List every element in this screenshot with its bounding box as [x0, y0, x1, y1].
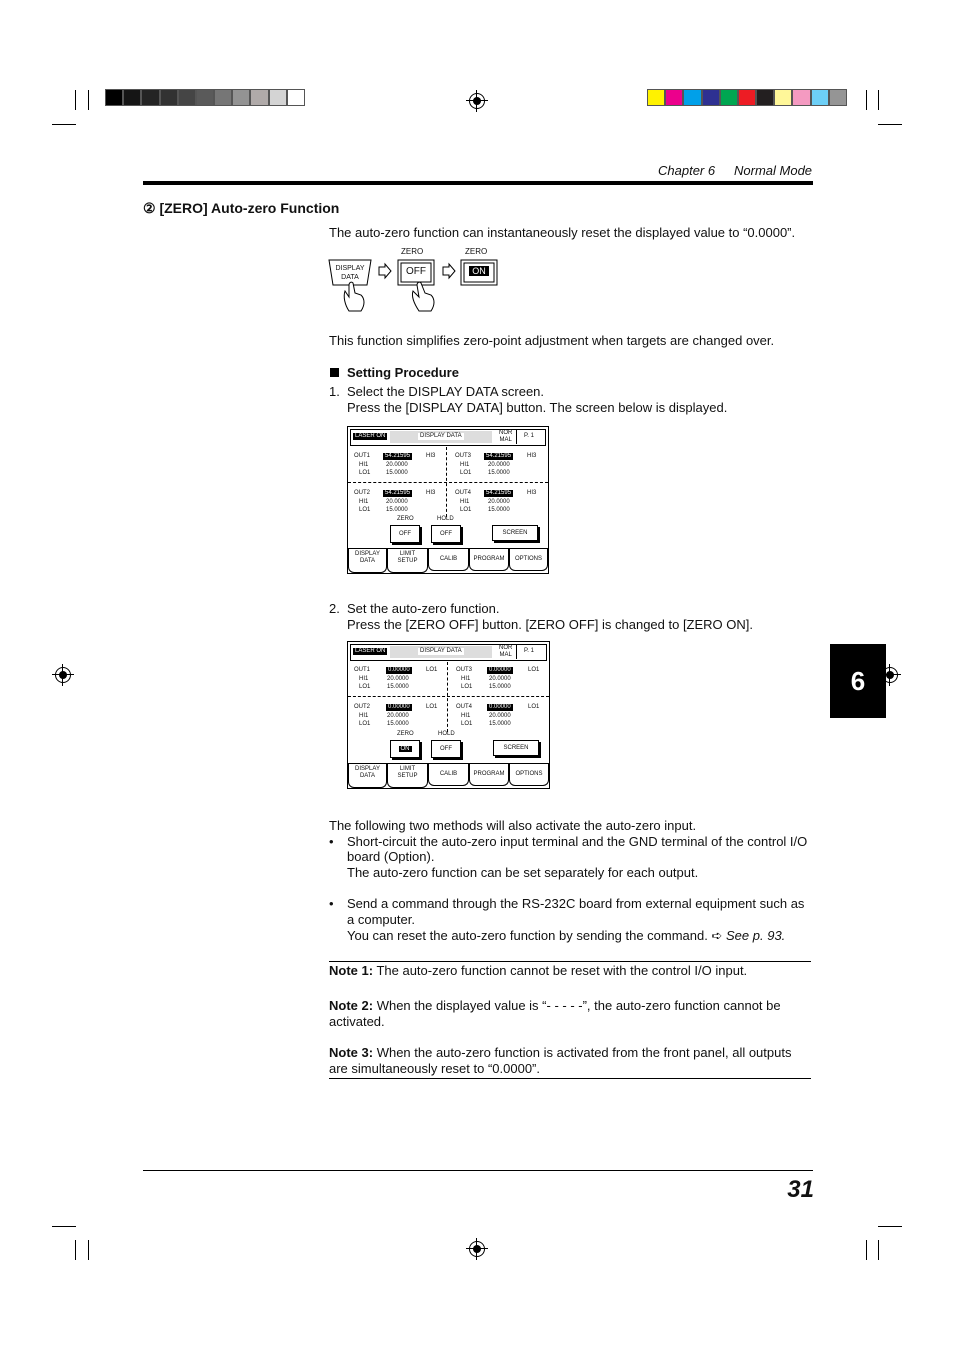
registration-mark-icon: [469, 93, 485, 109]
out2-label: OUT2: [354, 490, 371, 496]
tab-options[interactable]: OPTIONS: [509, 764, 549, 786]
out3-lo-label: LO1: [460, 470, 472, 476]
out2-lo-value: 15.0000: [387, 721, 409, 727]
tab-display-data[interactable]: DISPLAY DATA: [348, 549, 387, 573]
color-swatch: [756, 89, 774, 106]
registration-mark-icon: [469, 1241, 485, 1257]
out1-hi-label: HI1: [359, 676, 369, 682]
color-swatch: [702, 89, 720, 106]
footer-rule: [143, 1170, 813, 1171]
out4-hi-value: 20.0000: [488, 499, 510, 505]
out4-label: OUT4: [455, 490, 472, 496]
out1-value: 0.00000: [388, 667, 410, 673]
screen-button[interactable]: SCREEN: [493, 740, 539, 756]
gray-swatch: [250, 89, 268, 106]
reference-arrow-icon: ➪: [711, 928, 723, 943]
out1-label: OUT1: [354, 453, 371, 459]
out3-status: HI3: [527, 453, 537, 459]
crop-mark: [52, 1226, 76, 1227]
tab-display-data[interactable]: DISPLAY DATA: [348, 764, 387, 788]
color-swatch: [647, 89, 665, 106]
zero-on-button: ON: [469, 266, 489, 276]
screen-title: DISPLAY DATA: [420, 648, 462, 654]
page-indicator: P. 1: [524, 433, 534, 439]
method-2-line-a: Send a command through the RS-232C board from external equipment such as: [347, 896, 805, 911]
out1-lo-label: LO1: [359, 470, 371, 476]
laser-on-indicator: LASER ON: [355, 433, 386, 439]
chapter-label: Chapter 6: [658, 163, 716, 178]
screen-title: DISPLAY DATA: [420, 433, 462, 439]
out2-lo-label: LO1: [359, 507, 371, 513]
normal-indicator: NOR MAL: [499, 645, 513, 658]
gray-swatch: [178, 89, 196, 106]
note-3: [329, 1045, 811, 1077]
out1-hi-value: 20.0000: [387, 676, 409, 682]
gray-swatch: [287, 89, 305, 106]
note-1-label: Note 1:: [329, 963, 374, 978]
color-swatch: [665, 89, 683, 106]
step1-text-b: Press the [DISPLAY DATA] button. The screen below is displayed.: [347, 400, 728, 415]
step2-text-a: Set the auto-zero function.: [347, 601, 500, 616]
out3-value: 54.21595: [486, 453, 512, 459]
header-rule: [143, 181, 813, 185]
gray-swatch: [232, 89, 250, 106]
out2-lo-label: LO1: [359, 721, 371, 727]
crop-mark: [88, 1240, 89, 1260]
out2-hi-value: 20.0000: [387, 713, 409, 719]
out2-lo-value: 15.0000: [386, 507, 408, 513]
heading-title: [ZERO] Auto-zero Function: [159, 200, 340, 216]
note-2: [329, 998, 811, 1030]
gray-swatch: [123, 89, 141, 106]
hold-caption: HOLD: [438, 731, 455, 737]
zero-on-button[interactable]: ON: [390, 740, 420, 758]
heading-number: ②: [143, 200, 156, 216]
out1-lo-value: 15.0000: [386, 470, 408, 476]
crop-mark: [866, 1240, 867, 1260]
out1-lo-value: 15.0000: [387, 684, 409, 690]
out3-value: 0.00000: [489, 667, 511, 673]
page-indicator: P. 1: [524, 648, 534, 654]
out4-lo-label: LO1: [461, 721, 473, 727]
display-data-screen-before: [347, 426, 549, 574]
normal-indicator: NOR MAL: [499, 430, 513, 443]
hold-caption: HOLD: [437, 516, 454, 522]
flow-diagram: [327, 245, 507, 317]
laser-on-indicator: LASER ON: [355, 648, 386, 654]
crop-mark: [88, 90, 89, 110]
procedure-title: Setting Procedure: [347, 365, 459, 380]
out3-lo-value: 15.0000: [489, 684, 511, 690]
intro-text: The auto-zero function can instantaneously reset the displayed value to “0.0000”.: [329, 225, 796, 240]
crop-mark: [878, 124, 902, 125]
methods-intro: The following two methods will also activate the auto-zero input.: [329, 818, 697, 833]
registration-mark-icon: [55, 667, 71, 683]
out3-lo-value: 15.0000: [488, 470, 510, 476]
out1-hi-label: HI1: [359, 462, 369, 468]
out2-status: HI3: [426, 490, 436, 496]
out3-label: OUT3: [455, 453, 472, 459]
out1-lo-label: LO1: [359, 684, 371, 690]
page-number: 31: [787, 1176, 814, 1203]
hold-off-button[interactable]: OFF: [431, 525, 461, 543]
display-data-screen-after: [347, 641, 550, 789]
crop-mark: [878, 1240, 879, 1260]
note-1-text: The auto-zero function cannot be reset with the control I/O input.: [376, 963, 748, 978]
out1-status: LO1: [426, 667, 438, 673]
tab-program[interactable]: PROGRAM: [469, 764, 509, 786]
method-1-line-b: board (Option).: [347, 849, 435, 864]
crop-mark: [878, 90, 879, 110]
crop-mark: [866, 90, 867, 110]
screen-button[interactable]: SCREEN: [492, 525, 538, 541]
method-2-line-c: [347, 928, 785, 944]
out2-hi-value: 20.0000: [386, 499, 408, 505]
tab-limit-setup[interactable]: LIMIT SETUP: [387, 764, 428, 788]
tab-calib[interactable]: CALIB: [428, 764, 469, 786]
out4-hi-label: HI1: [460, 499, 470, 505]
note-1: [329, 963, 747, 979]
out3-hi-label: HI1: [460, 462, 470, 468]
notes-top-rule: [329, 961, 811, 962]
color-swatch: [811, 89, 829, 106]
section-heading: [143, 200, 339, 216]
color-swatch: [683, 89, 701, 106]
color-swatch: [829, 89, 847, 106]
hold-off-button[interactable]: OFF: [431, 740, 461, 758]
out2-label: OUT2: [354, 704, 371, 710]
out4-value: 0.00000: [489, 704, 511, 710]
crop-mark: [878, 1226, 902, 1227]
out2-hi-label: HI1: [359, 713, 369, 719]
out4-value: 54.21595: [486, 490, 512, 496]
chapter-side-tab: 6: [830, 644, 886, 718]
tab-program[interactable]: PROGRAM: [469, 549, 509, 571]
out4-lo-label: LO1: [460, 507, 472, 513]
bullet-1-icon: •: [329, 834, 334, 849]
crop-mark: [75, 1240, 76, 1260]
step1-number: 1.: [329, 384, 340, 399]
note-3-label: Note 3:: [329, 1045, 374, 1060]
out2-hi-label: HI1: [359, 499, 369, 505]
color-swatch: [720, 89, 738, 106]
color-swatch: [738, 89, 756, 106]
notes-bottom-rule: [329, 1078, 811, 1079]
out4-label: OUT4: [456, 704, 473, 710]
gray-swatch: [214, 89, 232, 106]
crop-mark: [52, 124, 76, 125]
out4-status: LO1: [528, 704, 540, 710]
out2-status: LO1: [426, 704, 438, 710]
out3-status: LO1: [528, 667, 540, 673]
out4-lo-value: 15.0000: [489, 721, 511, 727]
procedure-bullet-icon: [330, 368, 339, 377]
out3-hi-label: HI1: [461, 676, 471, 682]
bullet-2-icon: •: [329, 896, 334, 911]
color-swatch: [774, 89, 792, 106]
crop-mark: [75, 90, 76, 110]
simplifies-text: This function simplifies zero-point adjustment when targets are changed over.: [329, 333, 775, 348]
out1-value: 54.21595: [385, 453, 411, 459]
tab-limit-setup[interactable]: LIMIT SETUP: [387, 549, 428, 573]
step1-text-a: Select the DISPLAY DATA screen.: [347, 384, 545, 399]
section-label: Normal Mode: [734, 163, 813, 178]
zero-off-button: OFF: [406, 266, 426, 277]
out1-hi-value: 20.0000: [386, 462, 408, 468]
method-1-line-a: Short-circuit the auto-zero input terminal and the GND terminal of the control I/O: [347, 834, 808, 849]
gray-swatch: [269, 89, 287, 106]
method-2-text: You can reset the auto-zero function by sending the command.: [347, 928, 708, 943]
display-data-button-label: DISPLAY DATA: [335, 265, 365, 281]
tab-calib[interactable]: CALIB: [428, 549, 469, 571]
method-2-line-b: a computer.: [347, 912, 415, 927]
out2-value: 0.00000: [388, 704, 410, 710]
gray-calibration-bar: [105, 89, 305, 106]
zero-label-1: ZERO: [401, 247, 424, 256]
gray-swatch: [141, 89, 159, 106]
out4-lo-value: 15.0000: [488, 507, 510, 513]
out4-status: HI3: [527, 490, 537, 496]
out3-label: OUT3: [456, 667, 473, 673]
gray-swatch: [105, 89, 123, 106]
note-3-text: When the auto-zero function is activated from the front panel, all outputs are simultaneously reset to “0.0000”.: [329, 1045, 792, 1076]
zero-off-button[interactable]: OFF: [390, 525, 420, 543]
out1-status: HI3: [426, 453, 436, 459]
note-2-label: Note 2:: [329, 998, 374, 1013]
gray-swatch: [196, 89, 214, 106]
note-2-text: When the displayed value is “- - - - -”, the auto-zero function cannot be activated.: [329, 998, 781, 1029]
method-1-line-c: The auto-zero function can be set separately for each output.: [347, 865, 699, 880]
step2-number: 2.: [329, 601, 340, 616]
out3-lo-label: LO1: [461, 684, 473, 690]
color-swatch: [792, 89, 810, 106]
zero-caption: ZERO: [397, 516, 414, 522]
out2-value: 54.21595: [385, 490, 411, 496]
zero-caption: ZERO: [397, 731, 414, 737]
color-calibration-bar: [647, 89, 847, 106]
out3-hi-value: 20.0000: [489, 676, 511, 682]
page-reference: See p. 93.: [726, 928, 786, 943]
gray-swatch: [160, 89, 178, 106]
out4-hi-label: HI1: [461, 713, 471, 719]
step2-text-b: Press the [ZERO OFF] button. [ZERO OFF] is changed to [ZERO ON].: [347, 617, 754, 632]
zero-label-2: ZERO: [465, 247, 488, 256]
out3-hi-value: 20.0000: [488, 462, 510, 468]
tab-options[interactable]: OPTIONS: [509, 549, 548, 571]
out4-hi-value: 20.0000: [489, 713, 511, 719]
out1-label: OUT1: [354, 667, 371, 673]
